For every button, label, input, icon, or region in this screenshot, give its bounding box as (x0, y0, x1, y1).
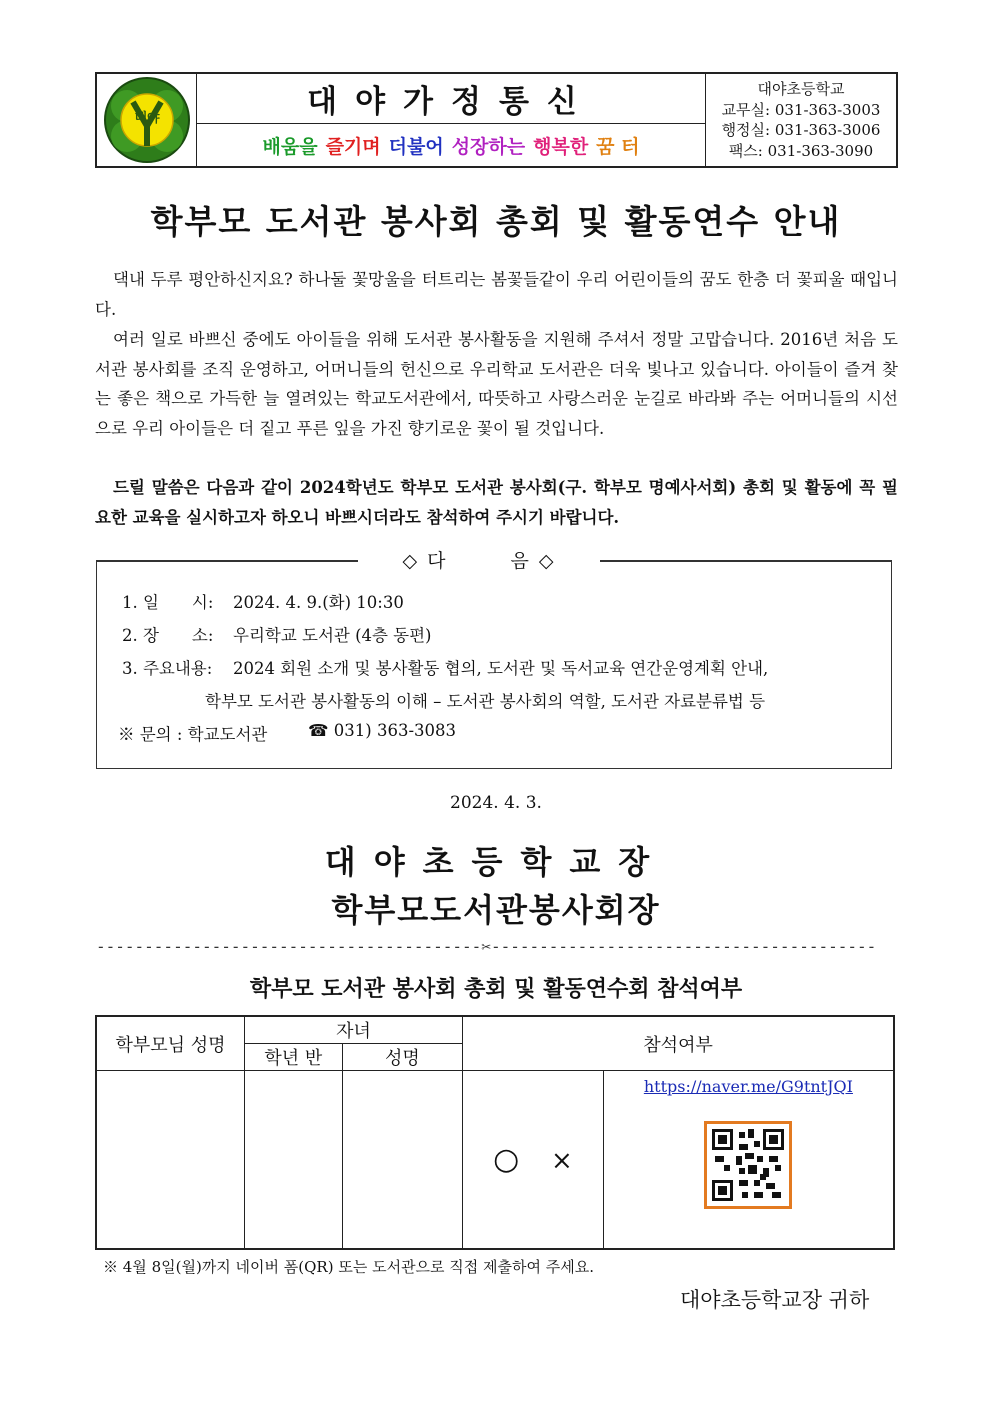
issue-date: 2024. 4. 3. (450, 793, 542, 813)
request-paragraph: 드릴 말씀은 다음과 같이 2024학년도 학부모 도서관 봉사회(구. 학부모 명예사서회) 총회 및 활동에 꼭 필요한 교육을 실시하고자 하오니 바쁘시더라도 참석하여 주시기 바랍니다. (95, 478, 898, 527)
date-label: 1. 일 시: (122, 593, 214, 612)
association-signature: 학부모도서관봉사회장 (331, 891, 661, 929)
inquiry-phone: ☎ 031) 363-3083 (308, 721, 457, 740)
logo-cell (97, 74, 197, 166)
grade-class-cell[interactable] (244, 1071, 342, 1249)
logo-text: 대야 (134, 111, 160, 126)
motto-word: 행복한 (533, 135, 589, 158)
header-parent-name: 학부모님 성명 (96, 1016, 244, 1071)
thanks-paragraph: 여러 일로 바쁘신 중에도 아이들을 위해 도서관 봉사활동을 지원해 주셔서 정말 고맙습니다. 2016년 처음 도서관 봉사회를 조직 운영하고, 어머니들의 헌신으로 우리학교 도서관은 더욱 빛나고 있습니다. 아이들이 즐겨 찾는 좋은 책으로 가득한 늘 열려있는 학교도서관에서, 따뜻하고 사랑스러운 눈길로 바라봐 주는 어머니들의 시선으로 우리 아이들은 더 짙고 푸른 잎을 가진 향기로운 꽃이 될 것입니다. (95, 330, 898, 438)
content-line: 2024 회원 소개 및 봉사활동 협의, 도서관 및 독서교육 연간운영계획 안내, (233, 659, 769, 678)
qr-code[interactable] (704, 1121, 792, 1209)
header-grade-class: 학년 반 (244, 1044, 342, 1071)
attendance-form-table (95, 1015, 895, 1250)
school-motto (197, 124, 705, 166)
closing-line: 대야초등학교장 귀하 (680, 1288, 870, 1312)
attend-no-option[interactable]: × (551, 1145, 573, 1176)
attendance-choice-cell (463, 1071, 604, 1249)
school-contact-info (705, 74, 896, 166)
place-value: 우리학교 도서관 (4층 동편) (233, 626, 432, 645)
principal-signature: 대야초등학교장 (324, 843, 668, 881)
details-heading: ◇ 다 음 ◇ (402, 550, 556, 572)
fax-number: 팩스: 031-363-3090 (728, 141, 874, 160)
motto-word: 더불어 (388, 135, 444, 158)
qr-cell (603, 1071, 894, 1249)
cut-line: ----------------------------------------✂---------------------------------------- (96, 937, 877, 956)
motto-word: 성장하는 (451, 135, 526, 158)
header-child-name: 성명 (342, 1044, 463, 1071)
office-phone: 교무실: 031-363-3003 (721, 100, 881, 119)
greeting-paragraph: 댁내 두루 평안하신지요? 하나둘 꽃망울을 터트리는 봄꽃들같이 우리 어린이들의 꿈도 한층 더 꽃피울 때입니다. (95, 270, 898, 319)
header-attendance: 참석여부 (463, 1016, 894, 1071)
admin-phone: 행정실: 031-363-3006 (721, 121, 881, 139)
school-name: 대야초등학교 (757, 80, 845, 98)
submission-note: ※ 4월 8일(월)까지 네이버 폼(QR) 또는 도서관으로 직접 제출하여 주세요. (103, 1258, 595, 1276)
inquiry-label: ※ 문의 : 학교도서관 (118, 725, 268, 744)
document-title: 학부모 도서관 봉사회 총회 및 활동연수 안내 (150, 202, 842, 241)
qr-code-icon (712, 1129, 784, 1201)
form-link[interactable]: https://naver.me/G9tntJQI (643, 1077, 853, 1096)
date-value: 2024. 4. 9.(화) 10:30 (233, 593, 404, 612)
attend-yes-option[interactable]: ○ (493, 1141, 520, 1177)
newsletter-title: 대야가정통신 (197, 74, 705, 124)
content-line: 학부모 도서관 봉사활동의 이해 – 도서관 봉사회의 역할, 도서관 자료분류법 등 (205, 692, 766, 711)
newsletter-header (95, 72, 898, 168)
school-logo-icon (97, 74, 197, 166)
motto-word: 꿈 터 (596, 135, 640, 158)
content-label: 3. 주요내용: (122, 659, 213, 678)
child-name-cell[interactable] (342, 1071, 463, 1249)
motto-word: 즐기며 (325, 135, 381, 158)
parent-name-cell[interactable] (96, 1071, 244, 1249)
place-label: 2. 장 소: (122, 626, 214, 645)
header-child: 자녀 (244, 1016, 462, 1044)
motto-word: 배움을 (262, 135, 318, 158)
form-title: 학부모 도서관 봉사회 총회 및 활동연수회 참석여부 (249, 977, 743, 1002)
